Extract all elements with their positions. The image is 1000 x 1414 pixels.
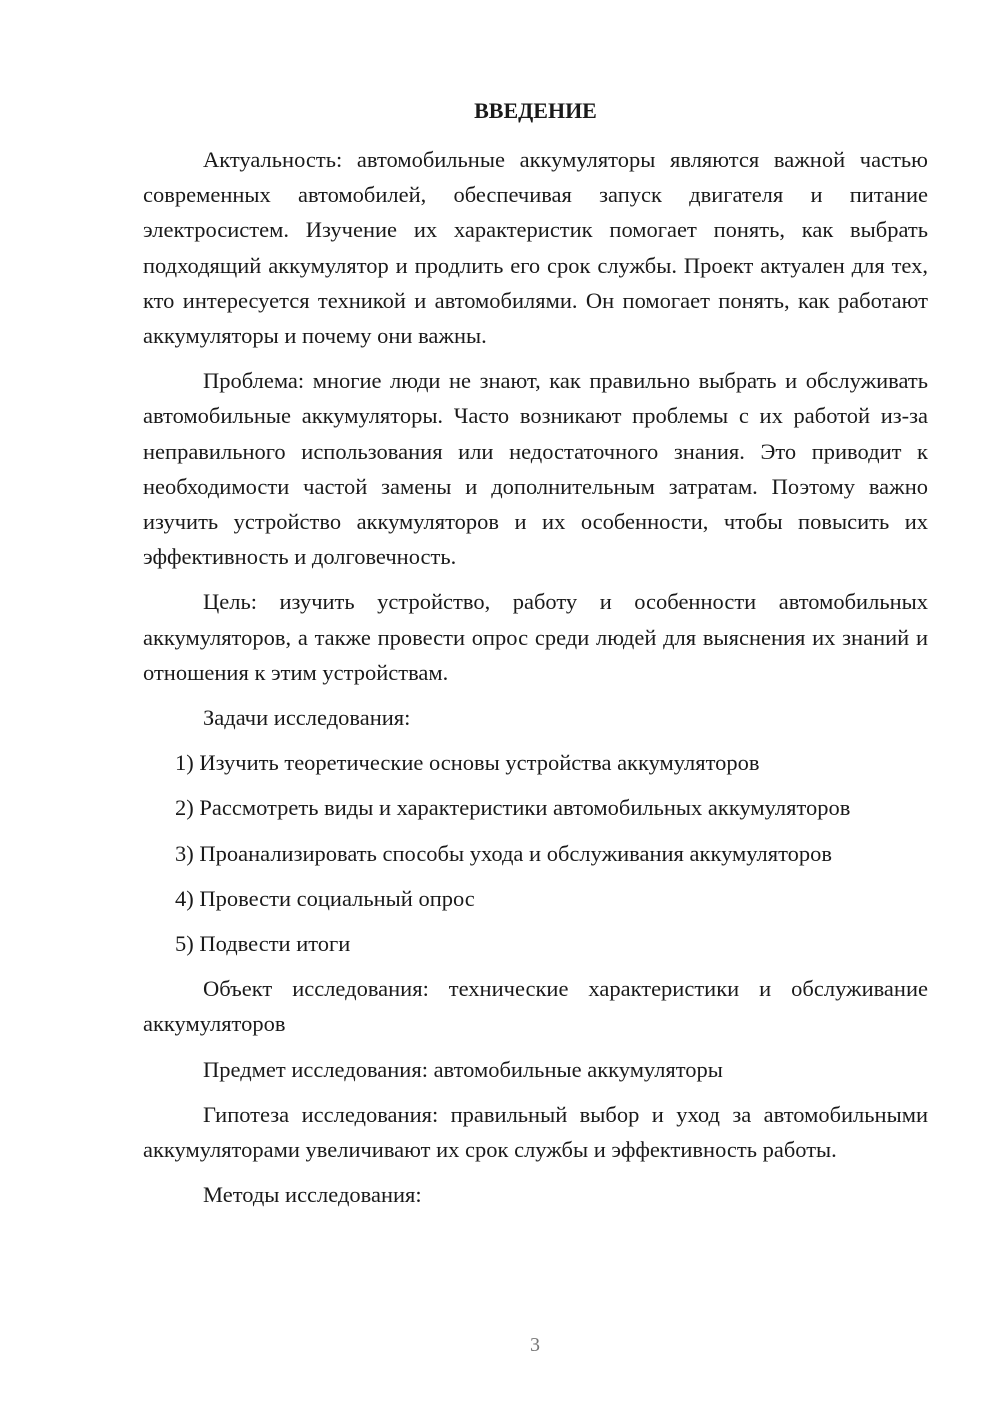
- document-body: [143, 142, 928, 1212]
- paragraph-relevance: Актуальность: автомобильные аккумуляторы являются важной частью современных автомобилей, обеспечивая запуск двигателя и питание электросистем. Изучение их характеристик помогает понять, как выбрать подходящий аккумулятор и продлить его срок службы. Проект актуален для тех, кто интересуется техникой и автомобилями. Он помогает понять, как работают аккумуляторы и почему они важны.: [143, 147, 928, 349]
- task-item-5: 5) Подвести итоги: [175, 931, 351, 957]
- paragraph-object: Объект исследования: технические характеристики и обслуживание аккумуляторов: [143, 976, 928, 1037]
- page-title: ВВЕДЕНИЕ: [474, 98, 597, 123]
- task-item-4: 4) Провести социальный опрос: [175, 885, 475, 911]
- paragraph-subject: Предмет исследования: автомобильные аккумуляторы: [203, 1056, 723, 1082]
- tasks-list: [143, 745, 928, 961]
- tasks-heading: Задачи исследования:: [203, 705, 411, 731]
- methods-heading: Методы исследования:: [203, 1182, 422, 1208]
- task-item-1: 1) Изучить теоретические основы устройства аккумуляторов: [175, 750, 760, 776]
- paragraph-hypothesis: Гипотеза исследования: правильный выбор и уход за автомобильными аккумуляторами увеличивают их срок службы и эффективность работы.: [143, 1101, 928, 1163]
- paragraph-problem: Проблема: многие люди не знают, как правильно выбрать и обслуживать автомобильные аккумуляторы. Часто возникают проблемы с их работой из-за неправильного использования или недостаточного знания. Это приводит к необходимости частой замены и дополнительным затратам. Поэтому важно изучить устройство аккумуляторов и их особенности, чтобы повысить их эффективность и долговечность.: [143, 368, 928, 570]
- page-number: 3: [530, 1334, 540, 1356]
- task-item-2: 2) Рассмотреть виды и характеристики автомобильных аккумуляторов: [175, 795, 851, 821]
- paragraph-goal: Цель: изучить устройство, работу и особенности автомобильных аккумуляторов, а также провести опрос среди людей для выяснения их знаний и отношения к этим устройствам.: [143, 589, 928, 685]
- task-item-3: 3) Проанализировать способы ухода и обслуживания аккумуляторов: [175, 840, 833, 866]
